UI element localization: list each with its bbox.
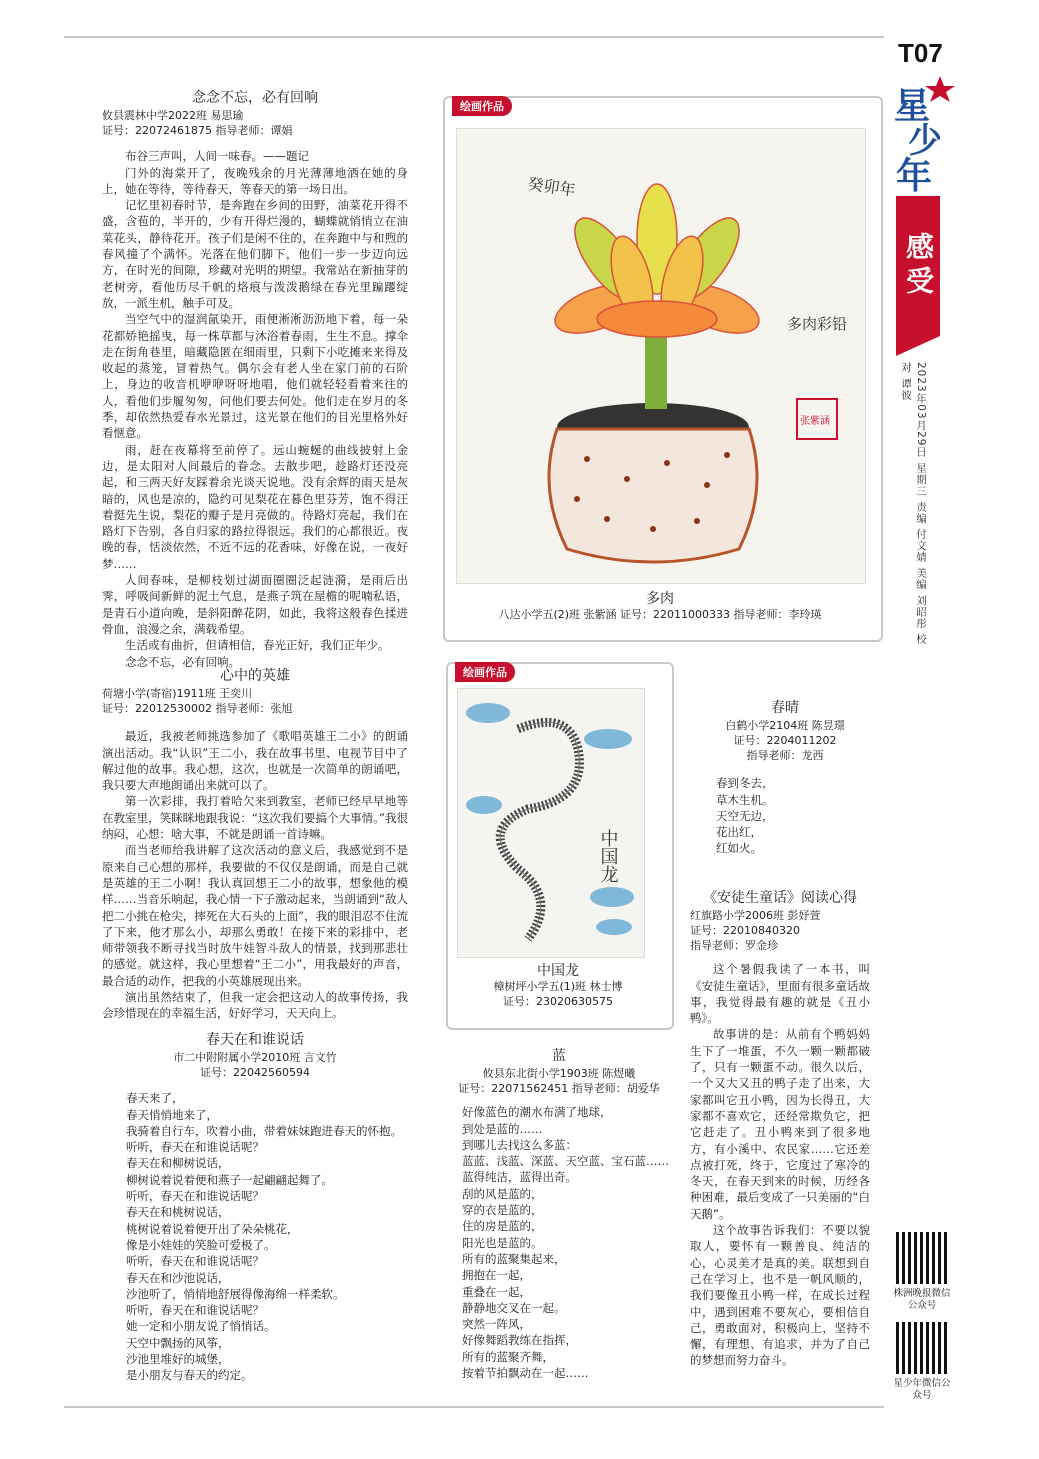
article-author: 荷塘小学(寄宿)1911班 王奕川: [102, 687, 253, 701]
paragraph: 雨，赶在夜幕将至前停了。远山蜿蜒的曲线披射上金边，是太阳对人间最后的眷念。去散步吧，趁路灯还没亮起，和三两天好友踩着余光谈天说地。没有余辉的雨天是灰暗的，风也是凉的，隐约可见梨花在暮色里芬芳，饱不得汪着挺先生说，梨花的瓣子是月亮做的。待路灯亮起，我们在路灯下告别，各自归家的路拉得很远。我们的心都很近。夜晚的春，恬淡依然，不近不远的花香味，好像在说，一夜好梦……: [102, 442, 408, 571]
paragraph: 这个故事告诉我们：不要以貌取人，要怀有一颗善良、纯洁的心，心灵美才是真的美。联想到自己在学习上，也不是一帆风顺的，我们要像丑小鸭一样，在成长过程中，遇到困难不要灰心，要相信自己，勇敢面对，积极向上，坚持不懈，有理想、有追求，并为了自己的梦想而努力奋斗。: [690, 1223, 870, 1368]
bottom-rule: [64, 1406, 884, 1408]
artwork-dragon-caption: [446, 964, 670, 1009]
poem-line: 听听，春天在和谁说话呢？: [126, 1189, 264, 1204]
poem-line: 春天在和桃树说话，: [126, 1205, 230, 1220]
artwork-dragon: [457, 688, 645, 958]
poem-line: 柳树说着说着便和燕子一起翩翩起舞了。: [126, 1172, 333, 1187]
caption-title: 多肉: [646, 591, 674, 607]
top-rule: [64, 36, 884, 38]
poem-line: 突然一阵风，: [462, 1317, 531, 1332]
poem-line: 春天来了，: [126, 1091, 184, 1106]
paragraph: 而当老师给我讲解了这次活动的意义后，我感觉到不是原来自己心想的那样，我要做的不仅仅是朗诵，而是自己就是英雄的王二小啊！我认真回想王二小的故事，想象他的模样……当音乐响起，我心情一下子激动起来，当朗诵到“敌人把二小挑在枪尖，摔死在大石头的上面”，我的眼泪忍不住流了下来，他才那么小，却那么勇敢！在接下来的彩排中，老师带领我不断寻找当时放牛娃智斗敌人的情景，找到那悲壮的感觉。就这样，我心里想着“王二小”，用我最好的声音，最合适的动作，把我的小英雄展现出来。: [102, 843, 408, 988]
paragraph: 人间春味，是柳枝划过湖面圈圈泛起涟漪，是雨后出霁，呼吸间新鲜的泥土气息，是燕子筑在屋檐的呢喃私语，是青石小道向晚，是斜阳醉花阴，如此，我将这般春色揉进骨血，浪漫之余，满载希望。: [102, 573, 408, 636]
inscription-dragon: 中国龙: [597, 829, 619, 883]
poem-line: 草木生机。: [716, 792, 774, 807]
caption-credit: 樟树坪小学五(1)班 林士博: [493, 980, 623, 993]
artwork-succulent: [456, 128, 866, 584]
article-title: 心中的英雄: [220, 668, 290, 684]
poem-line: 春天悄悄地来了，: [126, 1107, 218, 1122]
poem-line: 红如火。: [716, 841, 762, 856]
poem-line: 像是小娃娃的笑脸可爱极了。: [126, 1237, 276, 1252]
article-title: 念念不忘，必有回响: [192, 90, 318, 106]
article-title: 蓝: [552, 1048, 566, 1064]
poem-line: 桃树说着说着便开出了朵朵桃花，: [126, 1221, 299, 1236]
article-title: 《安徒生童话》阅读心得: [703, 890, 857, 906]
poem-line: 我骑着自行车，吹着小曲，带着妹妹跑进春天的怀抱。: [126, 1123, 402, 1138]
article-id: 证号：22042560594: [200, 1066, 310, 1080]
poem-line: 蓝得纯洁，蓝得出奇。: [462, 1170, 577, 1185]
article-id: 证号：22072461875 指导老师：谭娟: [102, 124, 293, 138]
poem-line: 春到冬去，: [716, 776, 774, 791]
poem-line: 住的房是蓝的，: [462, 1219, 543, 1234]
article-author: 白鹤小学2104班 陈昱璟: [725, 719, 845, 733]
article-hero: [102, 668, 408, 1022]
poem-line: 阳光也是蓝的。: [462, 1235, 543, 1250]
artwork-badge: 绘画作品: [452, 96, 512, 116]
poem-line: 听听，春天在和谁说话呢？: [126, 1140, 264, 1155]
poem-line: 好像蓝色的潮水布满了地球，: [462, 1105, 612, 1120]
poem-line: 所有的蓝聚齐舞，: [462, 1349, 554, 1364]
qr-label: 株洲晚报微信公众号: [893, 1288, 951, 1311]
paragraph: 布谷三声叫，人间一味春。——题记: [125, 149, 309, 164]
article-title: 春天在和谁说话: [206, 1032, 304, 1048]
paragraph: 记忆里初春时节，是奔跑在乡间的田野，油菜花开得不盛，含苞的，半开的，少有开得烂漫的，蝴蝶就悄悄立在油菜花头，静待花开。孩子们是闲不住的，在奔跑中与和煦的春风撞了个满怀。光落在他们脚下，他们一步一步迈向远方，在时光的间隙，珍藏对光明的期望。我常站在新抽芽的老树旁，看他历尽千帆的烙痕与泼泼鹅绿在春光里蹁蹮绽放，一派生机，触手可及。: [102, 198, 408, 310]
poem-line: 听听，春天在和谁说话呢？: [126, 1254, 264, 1269]
svg-text:年: 年: [896, 155, 933, 192]
paragraph: 当空气中的湿润氤染开，雨便淅淅沥沥地下着，每一朵花都娇艳摇曳，每一株草都与沐浴着春雨，生生不息。撑伞走在街角巷里，暗藏隐匿在细雨里，只剩下小吃摊来来得及收起的蒸笼，冒着热气。偶尔会有老人坐在家门前的石阶上，身边的收音机咿咿呀呀地唱，他们就轻轻看着来往的人，看他们步履匆匆，问他们要去何处。他们走在岁月的冬季，却依然热爱春水光景过，这光景在他们的目光里格外好看惬意。: [102, 312, 408, 441]
poem-line: 她一定和小朋友说了悄悄话。: [126, 1319, 276, 1334]
paragraph: 最近，我被老师挑选参加了《歌唱英雄王二小》的朗诵演出活动。我“认识”王二小，我在故事书里、电视节目中了解过他的故事。我心想，这次，也就是一次简单的朗诵吧，我只要大声地朗诵出来就可以了。: [102, 729, 408, 793]
poem-line: 到处是蓝的……: [462, 1121, 543, 1136]
caption-id: 证号：23020630575: [503, 995, 613, 1008]
article-id: 证号：22010840320: [690, 924, 800, 938]
poem-line: 拥抱在一起，: [462, 1268, 531, 1283]
article-id: 证号：22071562451 指导老师：胡爱华: [458, 1082, 660, 1096]
poem-line: 好像舞蹈教练在指挥，: [462, 1333, 577, 1348]
succulent-illustration: [457, 129, 865, 583]
article-nianian: [102, 90, 408, 670]
poem-line: 是小朋友与春天的约定。: [126, 1368, 253, 1383]
artwork-badge: 绘画作品: [455, 662, 515, 682]
svg-text:少: 少: [908, 121, 942, 161]
article-author: 攸县震林中学2022班 易思瑜: [102, 109, 244, 123]
paragraph: 生活或有曲折，但请相信，春光正好，我们正年少。: [125, 638, 390, 653]
caption-credit: 八达小学五(2)班 张紫涵 证号：22011000333 指导老师：李玲瑛: [498, 608, 822, 621]
poem-line: 所有的蓝聚集起来，: [462, 1251, 566, 1266]
article-author: 红旗路小学2006班 彭妤萱: [690, 909, 821, 923]
article-spring-talk: [102, 1032, 408, 1384]
poem-line: 春天在和沙池说话，: [126, 1270, 230, 1285]
poem-line: 刮的风是蓝的，: [462, 1186, 543, 1201]
section-ribbon-tail: [896, 336, 940, 356]
poem-line: 重叠在一起，: [462, 1284, 531, 1299]
poem-line: 天空中飘扬的风筝，: [126, 1335, 230, 1350]
poem-line: 春天在和柳树说话，: [126, 1156, 230, 1171]
poem-line: 蓝蓝、浅蓝、深蓝、天空蓝、宝石蓝……: [462, 1154, 669, 1169]
poem-line: 沙池里堆好的城堡，: [126, 1352, 230, 1367]
paragraph: 第一次彩排，我打着哈欠来到教室，老师已经早早地等在教室里，笑眯眯地跟我说：“这次我们要搞个大事情。”我很纳闷，心想：啥大事，不就是朗诵一首诗嘛。: [102, 794, 408, 842]
poem-line: 天空无边，: [716, 808, 774, 823]
svg-text:星: 星: [894, 85, 931, 127]
caption-title: 中国龙: [537, 963, 579, 979]
article-andersen: [690, 890, 870, 1369]
paragraph: 这个暑假我读了一本书，叫《安徒生童话》，里面有很多童话故事，我觉得最有趣的就是《丑小鸭》。: [690, 962, 870, 1026]
poem-line: 到哪儿去找这么多蓝：: [462, 1137, 577, 1152]
brand-logo: [892, 72, 962, 192]
section-tag: 感受: [896, 196, 940, 336]
paragraph: 门外的海棠开了，夜晚残余的月光薄薄地洒在她的身上，她在等待，等待春天，等春天的第一场日出。: [102, 165, 408, 196]
article-teacher: 指导老师：罗金珍: [690, 939, 778, 953]
qr-code-zhuzhou[interactable]: [896, 1232, 948, 1284]
poem-line: 穿的衣是蓝的，: [462, 1203, 543, 1218]
qr-label: 星少年微信公众号: [893, 1378, 951, 1401]
poem-line: 听听，春天在和谁说话呢？: [126, 1303, 264, 1318]
page-number: T07: [898, 38, 943, 68]
artwork-succulent-caption: [456, 592, 864, 622]
poem-line: 静静地交叉在一起。: [462, 1300, 566, 1315]
article-teacher: 指导老师：龙西: [746, 749, 824, 763]
poem-line: 沙池听了，悄悄地舒展得像海绵一样柔软。: [126, 1286, 345, 1301]
dateline: 2023年03月29日 星期三 责编 付文婧 美编 刘昭彤 校对 谭彼: [900, 362, 927, 645]
article-id: 证号：22012530002 指导老师：张旭: [102, 702, 293, 716]
article-blue: [446, 1048, 672, 1381]
paragraph: 演出虽然结束了，但我一定会把这动人的故事传扬，我会珍惜现在的幸福生活，好好学习，天天向上。: [102, 990, 408, 1021]
article-title: 春晴: [771, 700, 799, 716]
article-author: 市二中附附属小学2010班 言文竹: [173, 1051, 337, 1065]
poem-line: 花出红，: [716, 825, 762, 840]
dragon-illustration: [458, 689, 644, 957]
article-spring-sunny: [690, 700, 880, 857]
inscription-year: 癸卯年: [526, 174, 577, 200]
qr-code-xingshaonian[interactable]: [896, 1322, 948, 1374]
article-id: 证号：2204011202: [733, 734, 837, 748]
paragraph: 念念不忘，必有回响。: [125, 654, 240, 669]
poem-line: 按着节拍飘动在一起……: [462, 1366, 589, 1381]
article-author: 攸县东北街小学1903班 陈煜曦: [482, 1067, 636, 1081]
inscription-title: 多肉彩铅: [787, 315, 848, 333]
paragraph: 故事讲的是：从前有个鸭妈妈生下了一堆蛋，不久一颗一颗都破了，只有一颗蛋不动。很久以后，一个又大又丑的鸭子走了出来，大家都叫它丑小鸭，因为长得丑，大家都不喜欢它，还经常欺负它，把它赶走了。丑小鸭来到了很多地方，有小溪中、农民家……它还差点被打死，终于，它度过了寒冷的冬天，在春天到来的时候，历经各种困难，最后变成了一只美丽的“白天鹅”。: [690, 1027, 870, 1221]
seal-text: 张紫涵: [800, 416, 830, 427]
